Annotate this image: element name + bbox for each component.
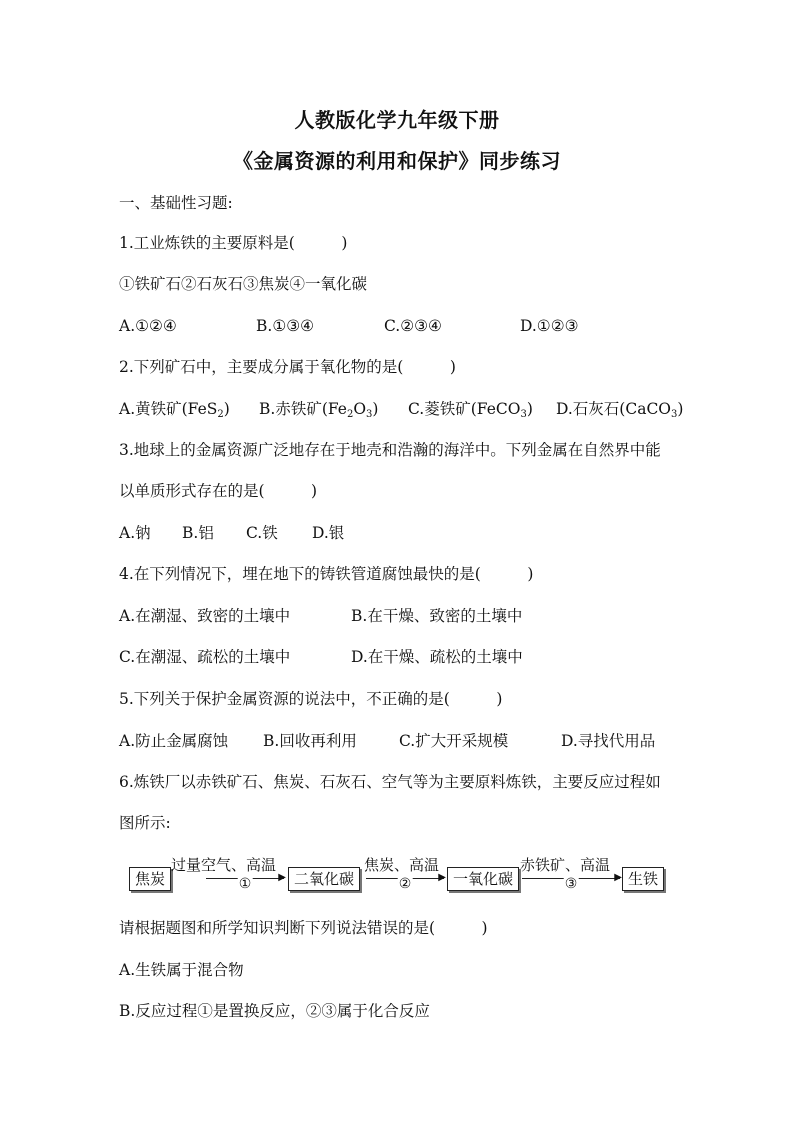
- reaction-flow-diagram: [124, 856, 669, 898]
- q5-option-a: A.防止金属腐蚀: [119, 732, 229, 750]
- q2-option-a: A.黄铁矿(FeS$_2$): [119, 400, 230, 420]
- flow-condition-3: 赤铁矿、高温: [520, 856, 611, 874]
- q2-stem: 2.下列矿石中，主要成分属于氧化物的是( ): [119, 358, 456, 376]
- q6-stem-line1: 6.炼铁厂以赤铁矿石、焦炭、石灰石、空气等为主要原料炼铁，主要反应过程如: [119, 773, 661, 791]
- flow-box-co2: 二氧化碳: [288, 867, 360, 891]
- q3-stem-line2: 以单质形式存在的是( ): [119, 482, 318, 500]
- flow-arrow-1: ▶ ①: [206, 873, 284, 889]
- section-heading: 一、基础性习题:: [119, 194, 233, 212]
- q5-option-c: C.扩大开采规模: [399, 732, 509, 750]
- q1-option-d: D.①②③: [520, 317, 579, 335]
- flow-step-3: ③: [564, 876, 578, 892]
- q5-stem: 5.下列关于保护金属资源的说法中，不正确的是( ): [119, 690, 503, 708]
- q5-option-b: B.回收再利用: [263, 732, 357, 750]
- flow-box-coke: 焦炭: [129, 867, 171, 891]
- q2-option-d: D.石灰石(CaCO$_3$): [556, 400, 684, 420]
- q1-option-b: B.①③④: [256, 317, 315, 335]
- q3-option-d: D.银: [312, 524, 345, 542]
- q1-items: ①铁矿石②石灰石③焦炭④一氧化碳: [119, 275, 368, 293]
- q4-option-c: C.在潮湿、疏松的土壤中: [119, 648, 291, 666]
- q6-option-a: A.生铁属于混合物: [119, 961, 244, 979]
- page-title: 人教版化学九年级下册: [294, 108, 500, 132]
- q3-option-b: B.铝: [182, 524, 214, 542]
- q6-question: 请根据题图和所学知识判断下列说法错误的是( ): [119, 919, 488, 937]
- q1-option-a: A.①②④: [119, 317, 177, 335]
- q4-stem: 4.在下列情况下，埋在地下的铸铁管道腐蚀最快的是( ): [119, 565, 534, 583]
- q3-option-a: A.钠: [119, 524, 151, 542]
- q3-stem-line1: 3.地球上的金属资源广泛地存在于地壳和浩瀚的海洋中。下列金属在自然界中能: [119, 441, 661, 459]
- flow-box-pig-iron: 生铁: [622, 867, 664, 891]
- q4-option-a: A.在潮湿、致密的土壤中: [119, 607, 291, 625]
- q2-option-b: B.赤铁矿$(Fe_2O_3)$: [259, 400, 379, 420]
- q2-option-c: C.菱铁矿(FeCO$_3$): [408, 400, 533, 420]
- flow-arrow-2: ▶ ②: [366, 873, 444, 889]
- q6-option-b: B.反应过程①是置换反应，②③属于化合反应: [119, 1002, 430, 1020]
- flow-step-2: ②: [398, 876, 412, 892]
- q1-option-c: C.②③④: [384, 317, 442, 335]
- q4-option-d: D.在干燥、疏松的土壤中: [351, 648, 523, 666]
- flow-condition-1: 过量空气、高温: [171, 856, 277, 874]
- q1-stem: 1.工业炼铁的主要原料是( ): [119, 234, 348, 252]
- page-subtitle: 《金属资源的利用和保护》同步练习: [233, 149, 561, 173]
- q3-option-c: C.铁: [246, 524, 278, 542]
- q5-option-d: D.寻找代用品: [561, 732, 656, 750]
- flow-arrow-3: ▶ ③: [522, 873, 620, 889]
- flow-condition-2: 焦炭、高温: [364, 856, 440, 874]
- q6-stem-line2: 图所示:: [119, 814, 171, 832]
- flow-step-1: ①: [238, 876, 252, 892]
- q4-option-b: B.在干燥、致密的土壤中: [351, 607, 523, 625]
- flow-box-co: 一氧化碳: [447, 867, 519, 891]
